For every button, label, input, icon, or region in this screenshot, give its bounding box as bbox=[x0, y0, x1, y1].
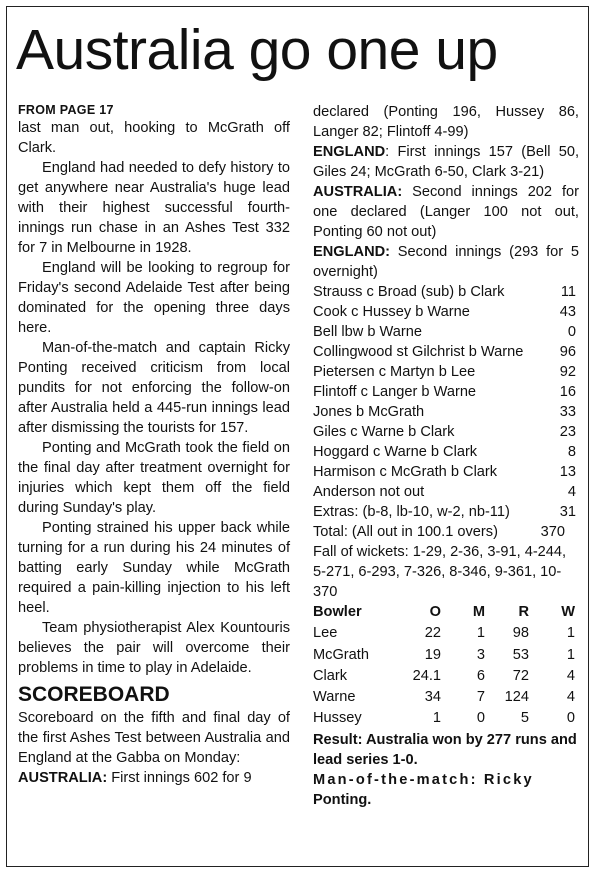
bowler: Lee bbox=[313, 625, 338, 642]
innings-text: Second innings (293 for 5 overnight) bbox=[313, 244, 579, 280]
maidens: 7 bbox=[476, 689, 485, 706]
batting-row bbox=[313, 382, 579, 402]
maidens: 1 bbox=[476, 625, 485, 642]
total-row bbox=[313, 522, 579, 542]
overs: 34 bbox=[424, 689, 441, 706]
bowler: McGrath bbox=[313, 646, 369, 663]
runs: 96 bbox=[559, 344, 576, 360]
batsman: Pietersen c Martyn b Lee bbox=[313, 364, 476, 380]
batting-row bbox=[313, 362, 579, 382]
australia-first-innings-cont: declared (Ponting 196, Hussey 86, Langer 82; Flintoff 4-99) bbox=[313, 104, 579, 140]
batsman: Hoggard c Warne b Clark bbox=[313, 444, 478, 460]
paragraph: Ponting strained his upper back while turning for a run during his 24 minutes of batting early Sunday while McGrath required a pain-killing injection to his left heel. bbox=[18, 520, 290, 616]
column-header: Bowler bbox=[313, 604, 362, 620]
column-header: M bbox=[472, 604, 485, 620]
team-label: ENGLAND bbox=[313, 144, 386, 160]
team-label: AUSTRALIA: bbox=[18, 770, 108, 786]
batting-row bbox=[313, 422, 579, 442]
column-header: W bbox=[561, 604, 575, 620]
runs-conceded: 124 bbox=[504, 689, 529, 706]
runs: 4 bbox=[567, 484, 576, 500]
wickets: 4 bbox=[566, 667, 575, 684]
runs: 31 bbox=[559, 504, 576, 520]
wickets: 4 bbox=[566, 689, 575, 706]
continuation-label: FROM PAGE 17 bbox=[18, 103, 114, 117]
paragraph: Team physiotherapist Alex Kountouris believes the pair will overcome their problems in time to play in Adelaide. bbox=[18, 620, 290, 676]
batting-row bbox=[313, 442, 579, 462]
batting-row bbox=[313, 322, 579, 342]
bowling-row bbox=[313, 666, 579, 687]
innings-text: First innings 602 for 9 bbox=[107, 770, 252, 786]
headline: Australia go one up bbox=[16, 18, 498, 82]
overs: 24.1 bbox=[412, 667, 441, 684]
bowling-row bbox=[313, 623, 579, 644]
bowler: Warne bbox=[313, 689, 356, 706]
column-header: O bbox=[429, 604, 441, 620]
batsman: Harmison c McGrath b Clark bbox=[313, 464, 498, 480]
team-label: ENGLAND: bbox=[313, 244, 391, 260]
wickets: 1 bbox=[566, 646, 575, 663]
match-result: Result: Australia won by 277 runs and lead series 1-0. bbox=[313, 731, 577, 768]
england-second-innings bbox=[313, 242, 579, 282]
runs: 33 bbox=[559, 404, 576, 420]
paragraph: Ponting and McGrath took the field on the final day after treatment overnight for injuries which kept them off the field during Sunday's play. bbox=[18, 440, 290, 516]
batting-row bbox=[313, 482, 579, 502]
maidens: 6 bbox=[476, 667, 485, 684]
england-first-innings bbox=[313, 142, 579, 182]
player-name: Ponting. bbox=[313, 791, 372, 808]
runs: 23 bbox=[559, 424, 576, 440]
batsman: Collingwood st Gilchrist b Warne bbox=[313, 344, 524, 360]
maidens: 0 bbox=[476, 710, 485, 727]
scoreboard-intro: Scoreboard on the fifth and final day of the first Ashes Test between Australia and England at the Gabba on Monday: bbox=[18, 710, 290, 766]
maidens: 3 bbox=[476, 646, 485, 663]
batting-card bbox=[313, 282, 579, 542]
innings-text: Second innings 202 for one declared (Langer 100 not out, Ponting 60 not out) bbox=[313, 184, 579, 240]
batting-row bbox=[313, 282, 579, 302]
batsman: Flintoff c Langer b Warne bbox=[313, 384, 477, 400]
batsman: Strauss c Broad (sub) b Clark bbox=[313, 284, 505, 300]
extras-row bbox=[313, 502, 579, 522]
wickets: 1 bbox=[566, 625, 575, 642]
wickets: 0 bbox=[566, 710, 575, 727]
overs: 22 bbox=[424, 625, 441, 642]
man-of-the-match-name bbox=[313, 790, 579, 810]
bowling-table bbox=[313, 602, 579, 730]
runs-conceded: 53 bbox=[512, 646, 529, 663]
batting-row bbox=[313, 342, 579, 362]
bowling-row bbox=[313, 687, 579, 708]
left-column bbox=[18, 102, 290, 788]
overs: 1 bbox=[432, 710, 441, 727]
bowling-row bbox=[313, 708, 579, 729]
scoreboard-heading: SCOREBOARD bbox=[18, 683, 170, 706]
batsman: Bell lbw b Warne bbox=[313, 324, 422, 340]
runs: 11 bbox=[560, 284, 576, 300]
overs: 19 bbox=[424, 646, 441, 663]
innings-text: : First innings 157 (Bell 50, Giles 24; McGrath 6-50, Clark 3-21) bbox=[313, 144, 579, 180]
batsman: Giles c Warne b Clark bbox=[313, 424, 455, 440]
runs: 370 bbox=[540, 524, 565, 540]
runs: 16 bbox=[559, 384, 576, 400]
batsman: Jones b McGrath bbox=[313, 404, 425, 420]
batting-row bbox=[313, 402, 579, 422]
batsman: Cook c Hussey b Warne bbox=[313, 304, 470, 320]
bowling-header-row bbox=[313, 602, 579, 623]
runs: 43 bbox=[559, 304, 576, 320]
australia-second-innings bbox=[313, 182, 579, 242]
bowler: Clark bbox=[313, 667, 348, 684]
bowler: Hussey bbox=[313, 710, 362, 727]
runs-conceded: 72 bbox=[512, 667, 529, 684]
total-label: Total: (All out in 100.1 overs) bbox=[313, 524, 498, 540]
runs: 92 bbox=[559, 364, 576, 380]
paragraph: England will be looking to regroup for Friday's second Adelaide Test after being dominated for the opening three days here. bbox=[18, 260, 290, 336]
man-of-the-match: Man-of-the-match: Ricky bbox=[313, 771, 534, 788]
team-label: AUSTRALIA: bbox=[313, 184, 403, 200]
right-column bbox=[313, 102, 579, 810]
paragraph: Man-of-the-match and captain Ricky Ponting received criticism from local pundits for not enforcing the follow-on after Australia held a 445-run innings lead after dismissing the tourists for 157. bbox=[18, 340, 290, 436]
column-header: R bbox=[518, 604, 529, 620]
paragraph: last man out, hooking to McGrath off Clark. bbox=[18, 120, 290, 156]
batting-row bbox=[313, 302, 579, 322]
australia-first-innings bbox=[18, 768, 290, 788]
extras-label: Extras: (b-8, lb-10, w-2, nb-11) bbox=[313, 504, 510, 520]
runs: 8 bbox=[567, 444, 576, 460]
fall-of-wickets: Fall of wickets: 1-29, 2-36, 3-91, 4-244, 5-271, 6-293, 7-326, 8-346, 9-361, 10-370 bbox=[313, 544, 567, 600]
runs: 13 bbox=[559, 464, 576, 480]
bowling-row bbox=[313, 645, 579, 666]
runs-conceded: 98 bbox=[512, 625, 529, 642]
batting-row bbox=[313, 462, 579, 482]
runs: 0 bbox=[567, 324, 576, 340]
paragraph: England had needed to defy history to get anywhere near Australia's huge lead with their highest successful fourth-innings run chase in an Ashes Test 332 for 7 in Melbourne in 1928. bbox=[18, 160, 290, 256]
batsman: Anderson not out bbox=[313, 484, 425, 500]
runs-conceded: 5 bbox=[520, 710, 529, 727]
